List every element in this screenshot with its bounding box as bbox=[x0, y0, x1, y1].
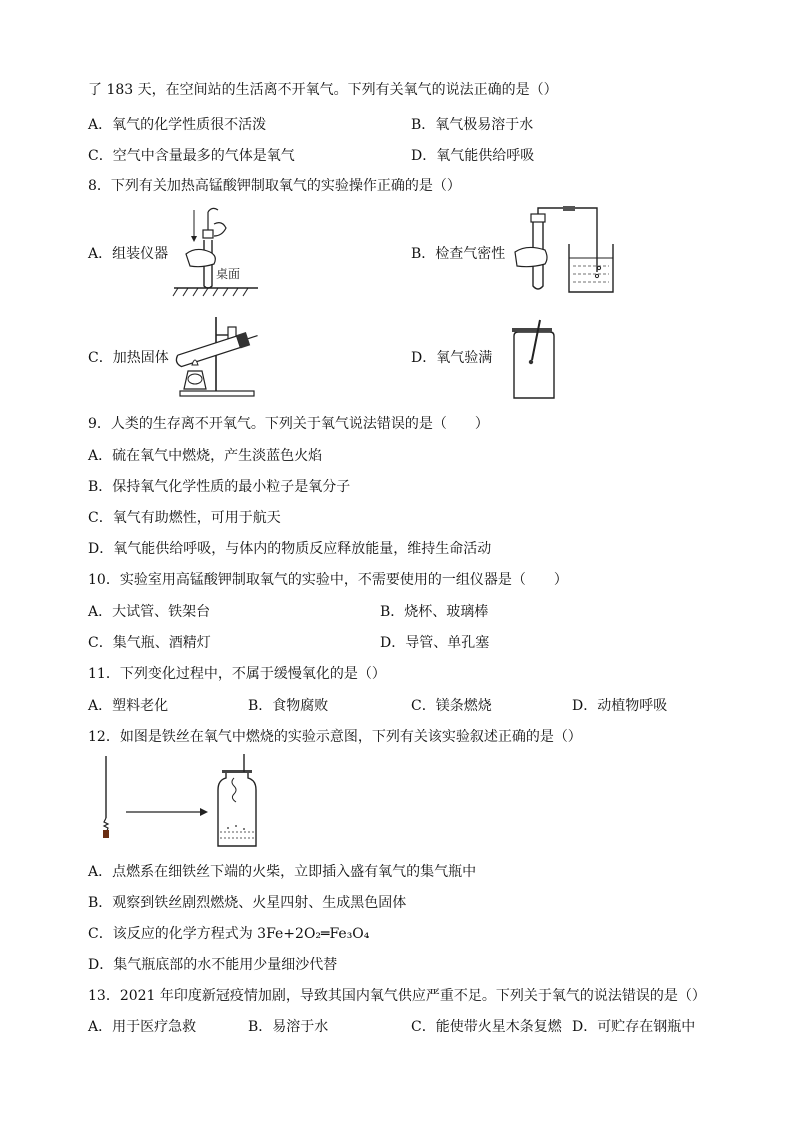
q9-option-a[interactable]: A．硫在氧气中燃烧，产生淡蓝色火焰 bbox=[88, 448, 323, 464]
q8-option-b[interactable]: B．检查气密性 bbox=[411, 246, 506, 262]
q7-option-b[interactable]: B．氧气极易溶于水 bbox=[411, 117, 534, 133]
q13-stem: 13．2021 年印度新冠疫情加剧，导致其国内氧气供应严重不足。下列关于氧气的说法错误的是（） bbox=[88, 988, 706, 1004]
q9-stem: 9．人类的生存离不开氧气。下列关于氧气说法错误的是（ ） bbox=[88, 416, 489, 432]
q7-option-c[interactable]: C．空气中含量最多的气体是氧气 bbox=[88, 148, 295, 164]
q10-stem: 10．实验室用高锰酸钾制取氧气的实验中，不需要使用的一组仪器是（ ） bbox=[88, 572, 568, 588]
q12-option-a[interactable]: A．点燃系在细铁丝下端的火柴，立即插入盛有氧气的集气瓶中 bbox=[88, 864, 477, 880]
q7-stem: 了 183 天，在空间站的生活离不开氧气。下列有关氧气的说法正确的是（） bbox=[88, 82, 558, 98]
q7-option-a[interactable]: A．氧气的化学性质很不活泼 bbox=[88, 117, 267, 133]
assemble-apparatus-figure bbox=[172, 206, 262, 298]
q9-option-d[interactable]: D．氧气能供给呼吸，与体内的物质反应释放能量，维持生命活动 bbox=[88, 541, 492, 557]
q12-stem: 12．如图是铁丝在氧气中燃烧的实验示意图，下列有关该实验叙述正确的是（） bbox=[88, 729, 582, 745]
q8-option-d[interactable]: D．氧气验满 bbox=[411, 350, 493, 366]
q13-option-b[interactable]: B．易溶于水 bbox=[248, 1019, 329, 1035]
q11-option-b[interactable]: B．食物腐败 bbox=[248, 698, 329, 714]
iron-wire-burning-figure bbox=[96, 754, 270, 850]
oxygen-full-test-figure bbox=[510, 318, 562, 400]
q8-stem: 8．下列有关加热高锰酸钾制取氧气的实验操作正确的是（） bbox=[88, 178, 461, 194]
q12-option-c[interactable]: C．该反应的化学方程式为 3Fe+2O₂═Fe₃O₄ bbox=[88, 926, 370, 942]
heating-solid-figure bbox=[170, 313, 262, 397]
table-surface-label: 桌面 bbox=[216, 267, 241, 281]
airtightness-check-figure bbox=[513, 206, 615, 298]
q11-option-a[interactable]: A．塑料老化 bbox=[88, 698, 169, 714]
q9-option-b[interactable]: B．保持氧气化学性质的最小粒子是氧分子 bbox=[88, 479, 351, 495]
q10-option-d[interactable]: D．导管、单孔塞 bbox=[380, 635, 490, 651]
q10-option-c[interactable]: C．集气瓶、酒精灯 bbox=[88, 635, 211, 651]
q13-option-d[interactable]: D．可贮存在钢瓶中 bbox=[572, 1019, 696, 1035]
q9-option-c[interactable]: C．氧气有助燃性，可用于航天 bbox=[88, 510, 281, 526]
q10-option-b[interactable]: B．烧杯、玻璃棒 bbox=[380, 604, 489, 620]
q11-stem: 11．下列变化过程中，不属于缓慢氧化的是（） bbox=[88, 666, 386, 682]
q8-option-a[interactable]: A．组装仪器 bbox=[88, 246, 169, 262]
q12-option-d[interactable]: D．集气瓶底部的水不能用少量细沙代替 bbox=[88, 957, 338, 973]
q11-option-c[interactable]: C．镁条燃烧 bbox=[411, 698, 492, 714]
q7-option-d[interactable]: D．氧气能供给呼吸 bbox=[411, 148, 535, 164]
q8-option-c[interactable]: C．加热固体 bbox=[88, 350, 169, 366]
q13-option-a[interactable]: A．用于医疗急救 bbox=[88, 1019, 197, 1035]
q13-option-c[interactable]: C．能使带火星木条复燃 bbox=[411, 1019, 562, 1035]
q10-option-a[interactable]: A．大试管、铁架台 bbox=[88, 604, 211, 620]
q11-option-d[interactable]: D．动植物呼吸 bbox=[572, 698, 668, 714]
q12-option-b[interactable]: B．观察到铁丝剧烈燃烧、火星四射、生成黑色固体 bbox=[88, 895, 407, 911]
